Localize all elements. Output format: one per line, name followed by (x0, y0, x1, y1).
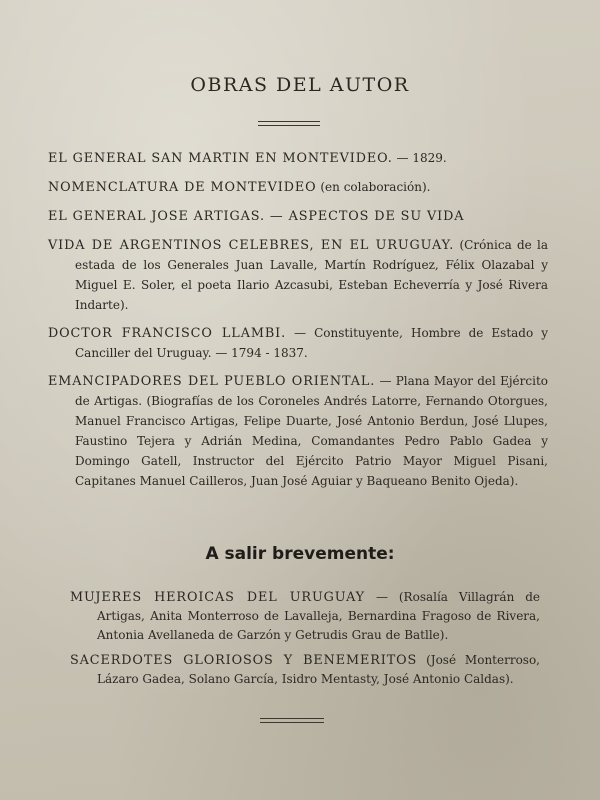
list-item (48, 148, 548, 168)
work-title: VIDA DE ARGENTINOS CELEBRES, EN EL URUGUAY. (48, 238, 455, 253)
work-title: EMANCIPADORES DEL PUEBLO ORIENTAL. (48, 374, 376, 389)
title-divider (258, 121, 320, 126)
works-list (48, 148, 548, 499)
work-title: SACERDOTES GLORIOSOS Y BENEMERITOS (70, 653, 418, 668)
forthcoming-list (70, 588, 540, 695)
page-title: OBRAS DEL AUTOR (190, 74, 410, 96)
work-details: (en colaboración). (316, 180, 431, 194)
list-item (48, 206, 548, 226)
work-title: NOMENCLATURA DE MONTEVIDEO (48, 180, 317, 195)
forthcoming-heading: A salir brevemente: (205, 544, 395, 564)
work-title: MUJERES HEROICAS DEL URUGUAY (70, 590, 366, 605)
bottom-divider (260, 718, 324, 723)
list-item (70, 651, 540, 689)
work-details: (Crónica de la estada de los Generales Juan Lavalle, Martín Rodríguez, Félix Olazabal y Miguel E. Soler, el poeta Ilario Azcasubi, Esteban Echeverría y José Rivera Indarte). (75, 238, 548, 312)
list-item (48, 323, 548, 363)
work-details: — (Rosalía Villagrán de Artigas, Anita Monterroso de Lavalleja, Bernardina Fragoso de Rivera, Antonia Avellaneda de Garzón y Getrudis Grau de Batlle). (97, 590, 540, 642)
list-item (48, 371, 548, 491)
work-title: EL GENERAL SAN MARTIN EN MONTEVIDEO. (48, 151, 393, 166)
work-details: (José Monterroso, Lázaro Gadea, Solano García, Isidro Mentasty, José Antonio Caldas). (97, 653, 540, 686)
work-details: — Plana Mayor del Ejército de Artigas. (Biografías de los Coroneles Andrés Latorre, Fernando Otorgues, Manuel Francisco Artigas, Felipe Duarte, José Antonio Berdun, José Llupes, Faustino Tejera y Adrián Medina, Comandantes Pedro Pablo Gadea y Domingo Gatell, Instructor del Ejército Patrio Mayor Miguel Pisani, Capitanes Manuel Cailleros, Juan José Aguiar y Baqueano Benito Ojeda). (75, 374, 548, 488)
list-item (48, 235, 548, 315)
work-details: — Constituyente, Hombre de Estado y Canciller del Uruguay. — 1794 - 1837. (75, 326, 548, 360)
list-item (48, 177, 548, 197)
work-title: EL GENERAL JOSE ARTIGAS. — ASPECTOS DE SU VIDA (48, 209, 465, 224)
work-title: DOCTOR FRANCISCO LLAMBI. (48, 326, 287, 341)
list-item (70, 588, 540, 645)
work-details: — 1829. (392, 151, 447, 165)
